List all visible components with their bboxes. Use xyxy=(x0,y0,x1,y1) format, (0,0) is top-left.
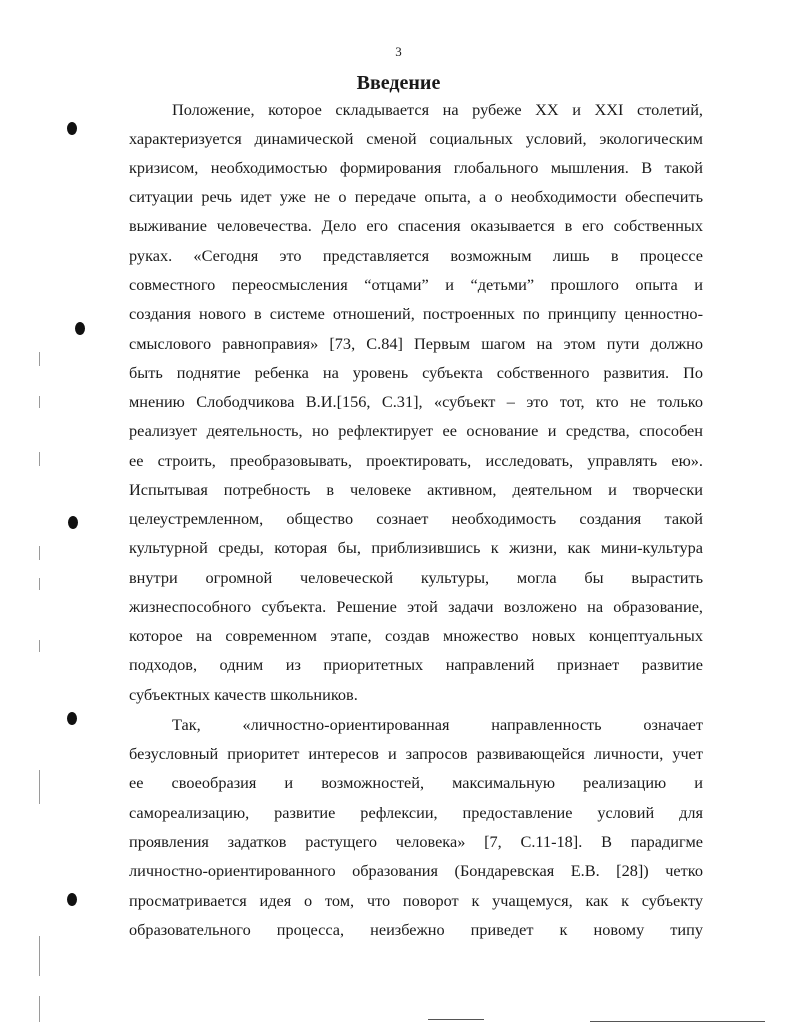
text-line: руках. «Сегодня это представляется возможным лишь в процессе xyxy=(129,246,703,265)
text-line: ситуации речь идет уже не о передаче опыта, а о необходимости обеспечить xyxy=(129,187,703,206)
scan-mark xyxy=(39,546,40,560)
scan-mark xyxy=(428,1019,484,1020)
text-line: подходов, одним из приоритетных направлений признает развитие xyxy=(129,655,703,674)
scan-mark xyxy=(39,996,40,1022)
text-line: самореализацию, развитие рефлексии, предоставление условий для xyxy=(129,803,703,822)
text-line: безусловный приоритет интересов и запросов развивающейся личности, учет xyxy=(129,744,703,763)
text-line: ее строить, преобразовывать, проектировать, исследовать, управлять ею». xyxy=(129,451,703,470)
text-line: жизнеспособного субъекта. Решение этой задачи возложено на образование, xyxy=(129,597,703,616)
text-line: просматривается идея о том, что поворот к учащемуся, как к субъекту xyxy=(129,891,703,910)
text-line: быть поднятие ребенка на уровень субъекта собственного развития. По xyxy=(129,363,703,382)
text-line: которое на современном этапе, создав множество новых концептуальных xyxy=(129,626,703,645)
text-line: Положение, которое складывается на рубеже XX и XXI столетий, xyxy=(172,100,703,119)
scan-mark xyxy=(39,452,40,466)
text-line: проявления задатков растущего человека» [7, С.11-18]. В парадигме xyxy=(129,832,703,851)
text-line: смыслового равноправия» [73, С.84] Первым шагом на этом пути должно xyxy=(129,334,703,353)
scan-mark xyxy=(39,640,40,652)
text-line: кризисом, необходимостью формирования глобального мышления. В такой xyxy=(129,158,703,177)
text-line: мнению Слободчикова В.И.[156, С.31], «субъект – это тот, кто не только xyxy=(129,392,703,411)
text-line: реализует деятельность, но рефлектирует ее основание и средства, способен xyxy=(129,421,703,440)
text-line: характеризуется динамической сменой социальных условий, экологическим xyxy=(129,129,703,148)
text-line: образовательного процесса, неизбежно приведет к новому типу xyxy=(129,920,703,939)
page-title: Введение xyxy=(356,72,441,94)
text-line: Испытывая потребность в человеке активном, деятельном и творчески xyxy=(129,480,703,499)
page-number: 3 xyxy=(395,44,402,59)
binder-hole xyxy=(67,712,77,725)
text-line: культурной среды, которая бы, приблизившись к жизни, как мини-культура xyxy=(129,538,703,557)
scan-mark xyxy=(39,578,40,590)
text-line: ее своеобразия и возможностей, максимальную реализацию и xyxy=(129,773,703,792)
text-line: внутри огромной человеческой культуры, могла бы вырастить xyxy=(129,568,703,587)
binder-hole xyxy=(68,516,78,529)
text-line: совместного переосмысления “отцами” и “детьми” прошлого опыта и xyxy=(129,275,703,294)
text-line: личностно-ориентированного образования (Бондаревская Е.В. [28]) четко xyxy=(129,861,703,880)
text-line: целеустремленном, общество сознает необходимость создания такой xyxy=(129,509,703,528)
scan-mark xyxy=(39,770,40,804)
binder-hole xyxy=(67,893,77,906)
text-line: Так, «личностно-ориентированная направленность означает xyxy=(172,715,703,734)
scan-mark xyxy=(39,396,40,408)
binder-hole xyxy=(75,322,85,335)
binder-hole xyxy=(67,122,77,135)
text-line: создания нового в системе отношений, построенных по принципу ценностно- xyxy=(129,304,703,323)
text-line: выживание человечества. Дело его спасения оказывается в его собственных xyxy=(129,216,703,235)
scan-mark xyxy=(590,1021,765,1022)
scan-mark xyxy=(39,352,40,366)
scan-mark xyxy=(39,936,40,976)
text-line: субъектных качеств школьников. xyxy=(129,685,358,704)
